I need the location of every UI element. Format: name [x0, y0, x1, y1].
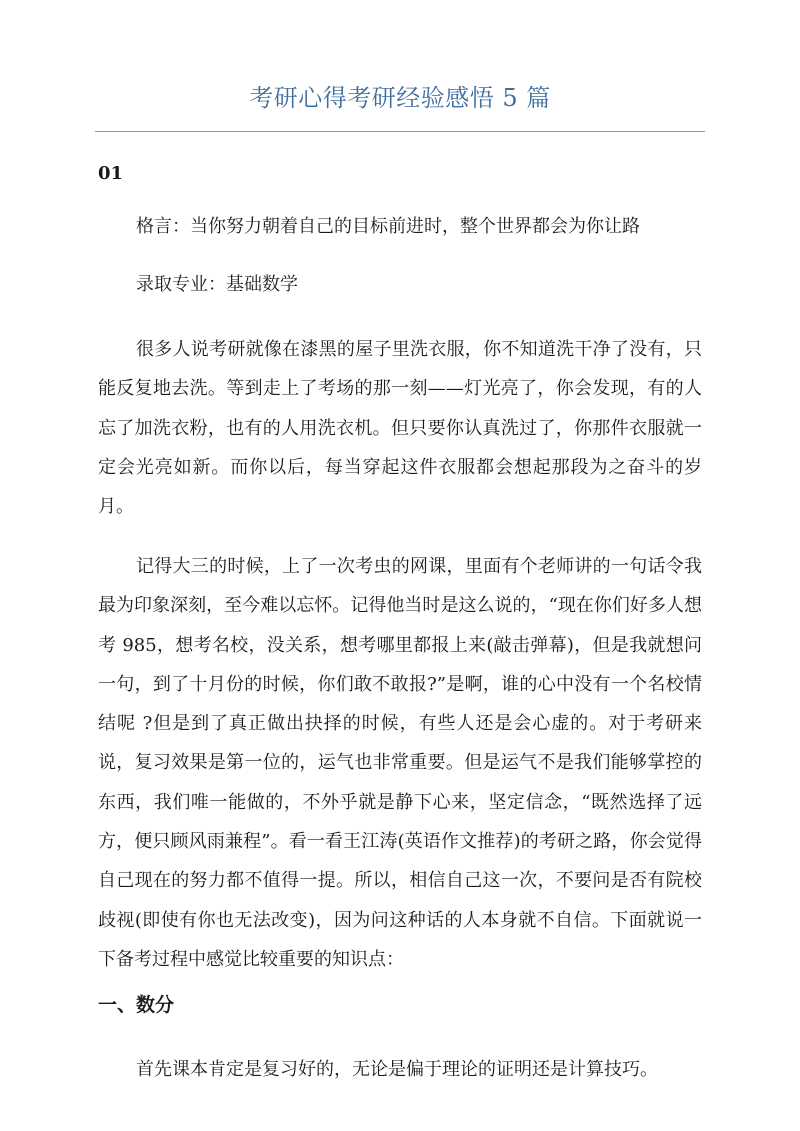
- paragraph-1: 很多人说考研就像在漆黑的屋子里洗衣服，你不知道洗干净了没有，只能反复地去洗。等到走上了考场的那一刻——灯光亮了，你会发现，有的人忘了加洗衣粉，也有的人用洗衣机。但只要你认真洗过了，你那件衣服就一定会光亮如新。而你以后，每当穿起这件衣服都会想起那段为之奋斗的岁月。: [98, 339, 702, 518]
- section-heading-math-analysis: 一、数分: [98, 994, 175, 1016]
- paragraph-3-line: 首先课本肯定是复习好的，无论是偏于理论的证明还是计算技巧。: [136, 1059, 658, 1080]
- section-number: 01: [98, 163, 124, 184]
- paragraph-2: 记得大三的时候，上了一次考虫的网课，里面有个老师讲的一句话令我最为印象深刻，至今难以忘怀。记得他当时是这么说的，“现在你们好多人想考 985，想考名校，没关系，想考哪里都报上来(敲击弹幕)，但是我就想问一句，到了十月份的时候，你们敢不敢报?”是啊，谁的心中没有一个名校情结呢 ?但是到了真正做出抉择的时候，有些人还是会心虚的。对于考研来说，复习效果是第一位的，运气也非常重要。但是运气不是我们能够掌控的东西，我们唯一能做的，不外乎就是静下心来，坚定信念，“既然选择了远方，便只顾风雨兼程”。看一看王江涛(英语作文推荐)的考研之路，你会觉得自己现在的努力都不值得一提。所以，相信自己这一次，不要问是否有院校歧视(即使有你也无法改变)，因为问这种话的人本身就不自信。下面就说一下备考过程中感觉比较重要的知识点：: [98, 556, 702, 970]
- title-divider: [95, 131, 705, 132]
- major-line: 录取专业：基础数学: [136, 274, 298, 295]
- motto-line: 格言：当你努力朝着自己的目标前进时，整个世界都会为你让路: [136, 216, 640, 237]
- document-title: 考研心得考研经验感悟 5 篇: [249, 84, 551, 112]
